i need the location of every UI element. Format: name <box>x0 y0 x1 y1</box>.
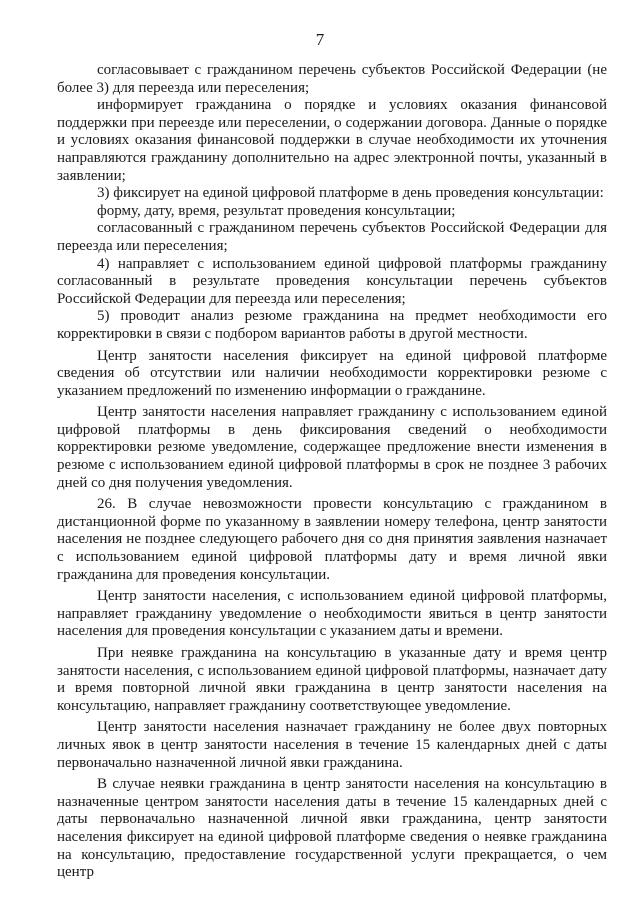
paragraph: 3) фиксирует на единой цифровой платформе в день проведения консультации: <box>97 185 604 202</box>
paragraph: информирует гражданина о порядке и условиях оказания финансовой поддержки при переезде или переселении, о содержании договора. Данные о порядке и условиях оказания финансовой поддержки в случае необходимости их уточнения направляются гражданину дополнительно на адрес электронной почты, указанный в заявлении; <box>57 97 607 184</box>
paragraph: В случае неявки гражданина в центр занятости населения на консультацию в назначенные центром занятости населения даты в течение 15 календарных дней с даты первоначально назначенной личной явки гражданина, центр занятости населения фиксирует на единой цифровой платформе сведения о неявке гражданина на консультацию, предоставление государственной услуги прекращается, о чем центр <box>57 776 607 881</box>
paragraph: Центр занятости населения, с использованием единой цифровой платформы, направляет гражданину уведомление о необходимости явиться в центр занятости населения для проведения консультации с указанием даты и времени. <box>57 588 607 640</box>
paragraph: согласовывает с гражданином перечень субъектов Российской Федерации (не более 3) для переезда или переселения; <box>57 62 607 96</box>
paragraph: 5) проводит анализ резюме гражданина на предмет необходимости его корректировки в связи с подбором вариантов работы в другой местности. <box>57 308 607 342</box>
paragraph: форму, дату, время, результат проведения консультации; <box>97 202 456 219</box>
document-body <box>57 62 607 882</box>
page-number: 7 <box>315 30 325 49</box>
paragraph: При неявке гражданина на консультацию в указанные дату и время центр занятости населения, с использованием единой цифровой платформы, назначает дату и время повторной личной явки гражданина в центр занятости населения на консультацию, направляет гражданину соответствующее уведомление. <box>57 645 607 714</box>
paragraph: 26. В случае невозможности провести консультацию с гражданином в дистанционной форме по указанному в заявлении номеру телефона, центр занятости населения не позднее следующего рабочего дня со дня принятия заявления назначает с использованием единой цифровой платформы дату и время личной явки гражданина для проведения консультации. <box>57 496 607 583</box>
paragraph: 4) направляет с использованием единой цифровой платформы гражданину согласованный в результате проведения консультации перечень субъектов Российской Федерации для переезда или переселения; <box>57 255 607 307</box>
paragraph: Центр занятости населения фиксирует на единой цифровой платформе сведения об отсутствии или наличии необходимости корректировки резюме с указанием предложений по изменению информации о гражданине. <box>57 347 607 399</box>
paragraph: Центр занятости населения направляет гражданину с использованием единой цифровой платформы в день фиксирования сведений о необходимости корректировки резюме уведомление, содержащее предложение внести изменения в резюме с использованием единой цифровой платформы в срок не позднее 3 рабочих дней со дня получения уведомления. <box>57 404 607 491</box>
paragraph: Центр занятости населения назначает гражданину не более двух повторных личных явок в центр занятости населения в течение 15 календарных дней с даты первоначально назначенной личной явки гражданина. <box>57 719 607 771</box>
paragraph: согласованный с гражданином перечень субъектов Российской Федерации для переезда или переселения; <box>57 220 607 254</box>
